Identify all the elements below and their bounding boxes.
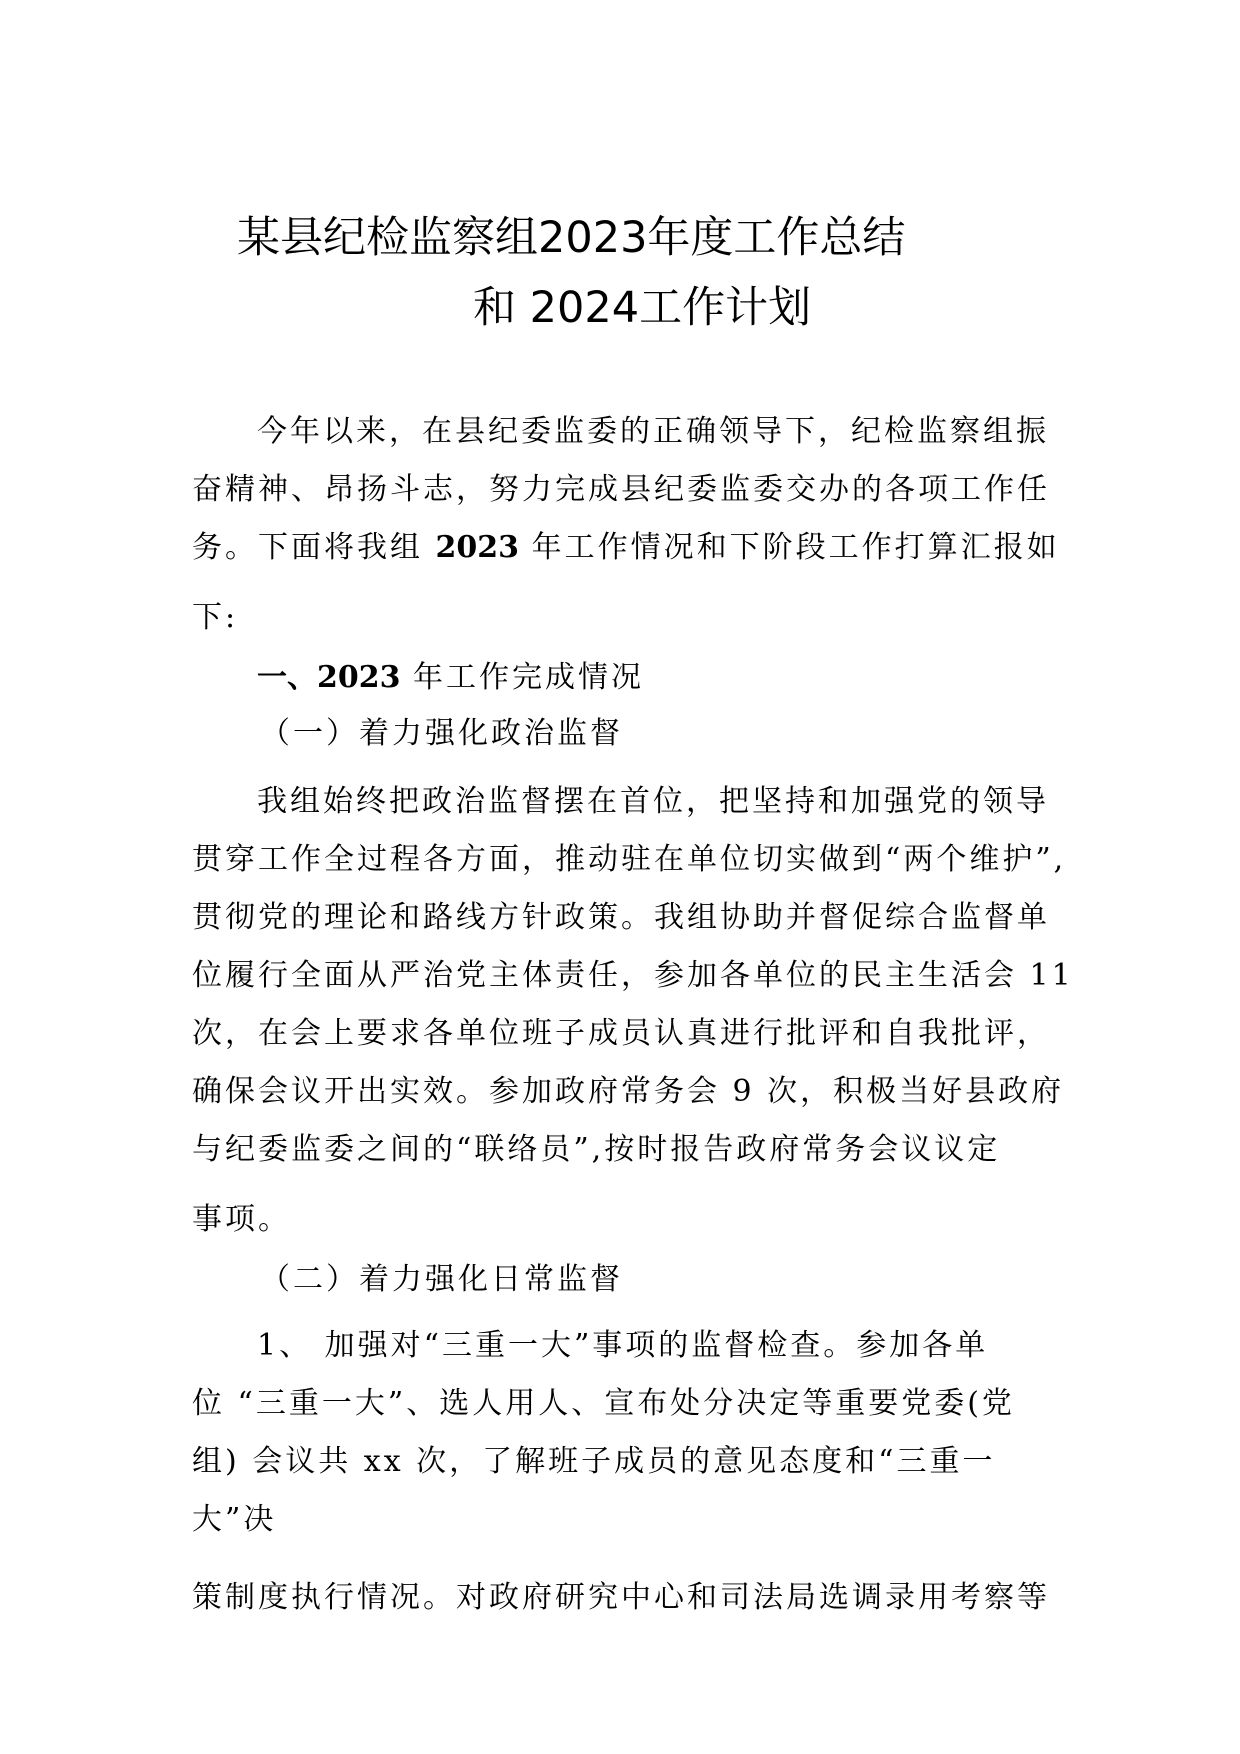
intro-line-3 <box>192 528 1072 568</box>
section-1-heading-prefix: 一、2023 <box>257 660 401 695</box>
sub1-line-5: 次，在会上要求各单位班子成员认真进行批评和自我批评， <box>192 1016 1050 1051</box>
section-1-heading-rest: 年工作完成情况 <box>400 660 645 695</box>
sub1-line-3: 贯彻党的理论和路线方针政策。我组协助并督促综合监督单 <box>192 900 1050 935</box>
intro-line-4: 下: <box>192 600 239 635</box>
intro-line-1: 今年以来，在县纪委监委的正确领导下，纪检监察组振 <box>257 414 1049 449</box>
sub2-line-1: 1、 加强对“三重一大”事项的监督检查。参加各单 <box>257 1328 989 1363</box>
sub1-line-6: 确保会议开出实效。参加政府常务会 9 次，积极当好县政府 <box>192 1074 1065 1109</box>
intro-line-3-c: 年工作情况和下阶段工作打算汇报如 <box>519 530 1060 565</box>
section-1-heading <box>257 658 1137 698</box>
sub1-line-2: 贯穿工作全过程各方面，推动驻在单位切实做到“两个维护”, <box>192 842 1067 877</box>
sub2-line-4: 大”决 <box>192 1502 277 1537</box>
sub1-line-8: 事项。 <box>192 1202 291 1237</box>
sub2-line-5: 策制度执行情况。对政府研究中心和司法局选调录用考察等 <box>192 1580 1050 1615</box>
sub2-line-2: 位 “三重一大”、选人用人、宣布处分决定等重要党委(党 <box>192 1386 1015 1421</box>
intro-line-3-a: 务。下面将我组 <box>192 530 436 565</box>
sub1-line-1: 我组始终把政治监督摆在首位，把坚持和加强党的领导 <box>257 784 1049 819</box>
subsection-2-heading: （二）着力强化日常监督 <box>260 1262 623 1297</box>
intro-year: 2023 <box>435 530 520 565</box>
document-title-line-2: 和 2024工作计划 <box>473 283 812 333</box>
subsection-1-heading: （一）着力强化政治监督 <box>260 716 623 751</box>
document-title-line-1: 某县纪检监察组2023年度工作总结 <box>237 213 906 263</box>
sub1-line-7: 与纪委监委之间的“联络员”,按时报告政府常务会议议定 <box>192 1132 1001 1167</box>
sub1-line-4: 位履行全面从严治党主体责任，参加各单位的民主生活会 11 <box>192 958 1074 993</box>
intro-line-2: 奋精神、昂扬斗志，努力完成县纪委监委交办的各项工作任 <box>192 472 1050 507</box>
sub2-line-3: 组) 会议共 xx 次，了解班子成员的意见态度和“三重一 <box>192 1444 996 1479</box>
